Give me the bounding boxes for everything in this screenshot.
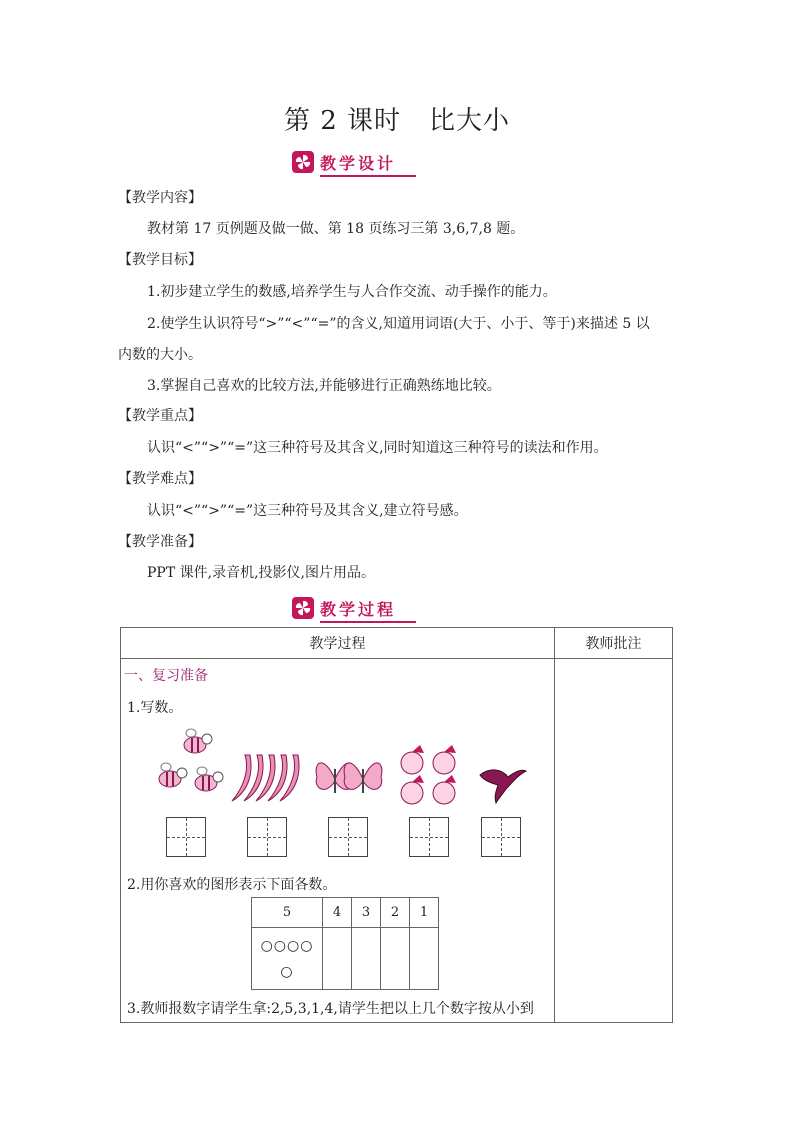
goals-heading: 【教学目标】 xyxy=(118,252,202,268)
task-3: 3.教师报数字请学生拿:2,5,3,1,4,请学生把以上几个数字按从小到 xyxy=(127,1001,534,1017)
key-text: 认识“<”“>”“=”这三种符号及其含义,同时知道这三种符号的读法和作用。 xyxy=(147,440,608,456)
step-title: 一、复习准备 xyxy=(124,668,208,684)
writing-box[interactable] xyxy=(409,817,449,857)
writing-box[interactable] xyxy=(166,817,206,857)
peach-group xyxy=(401,745,456,804)
difficulty-heading: 【教学难点】 xyxy=(118,471,202,487)
goal-2a: 2.使学生认识符号“>”“<”“=”的含义,知道用词语(大于、小于、等于)来描述 5 以 xyxy=(147,316,650,332)
empty-cell[interactable] xyxy=(410,928,439,990)
empty-cell[interactable] xyxy=(352,928,381,990)
circles-line-2: ○ xyxy=(280,963,294,980)
goal-3: 3.掌握自己喜欢的比较方法,并能够进行正确熟练地比较。 xyxy=(147,378,501,394)
num-header: 5 xyxy=(252,898,323,928)
key-heading: 【教学重点】 xyxy=(118,408,202,424)
butterfly-group xyxy=(316,763,382,793)
writing-box[interactable] xyxy=(247,817,287,857)
num-header: 4 xyxy=(323,898,352,928)
swallow xyxy=(480,770,526,803)
prep-text: PPT 课件,录音机,投影仪,图片用品。 xyxy=(147,565,375,581)
bee-group xyxy=(159,729,223,791)
writing-box[interactable] xyxy=(481,817,521,857)
lesson-label: 第 2 课时 xyxy=(283,106,402,136)
pinwheel-icon xyxy=(292,597,314,619)
goal-2b: 内数的大小。 xyxy=(118,347,202,363)
col-header-process: 教学过程 xyxy=(121,628,555,659)
num-header: 2 xyxy=(381,898,410,928)
writing-box[interactable] xyxy=(328,817,368,857)
col-header-notes: 教师批注 xyxy=(555,628,673,659)
empty-cell[interactable] xyxy=(381,928,410,990)
section-banner-design xyxy=(292,150,396,174)
pinwheel-icon xyxy=(292,151,314,173)
page-title xyxy=(0,100,794,137)
banner-process-text: 教学过程 xyxy=(320,599,397,619)
task-2: 2.用你喜欢的图形表示下面各数。 xyxy=(127,877,337,893)
circles-cell xyxy=(252,928,323,990)
banner-design-text: 教学设计 xyxy=(320,153,397,173)
empty-cell[interactable] xyxy=(323,928,352,990)
goal-1: 1.初步建立学生的数感,培养学生与人合作交流、动手操作的能力。 xyxy=(147,284,557,300)
difficulty-text: 认识“<”“>”“=”这三种符号及其含义,建立符号感。 xyxy=(147,503,468,519)
num-header: 1 xyxy=(410,898,439,928)
pepper-group xyxy=(232,755,299,801)
number-table xyxy=(251,897,439,990)
circles-line-1: ○○○○ xyxy=(260,937,314,954)
task-1: 1.写数。 xyxy=(127,700,183,716)
notes-cell xyxy=(555,659,673,1023)
section-banner-process xyxy=(292,596,396,620)
count-pictures xyxy=(150,727,530,805)
content-heading: 【教学内容】 xyxy=(118,190,202,206)
num-header: 3 xyxy=(352,898,381,928)
prep-heading: 【教学准备】 xyxy=(118,534,202,550)
content-text: 教材第 17 页例题及做一做、第 18 页练习三第 3,6,7,8 题。 xyxy=(147,221,525,237)
lesson-topic: 比大小 xyxy=(429,106,511,136)
